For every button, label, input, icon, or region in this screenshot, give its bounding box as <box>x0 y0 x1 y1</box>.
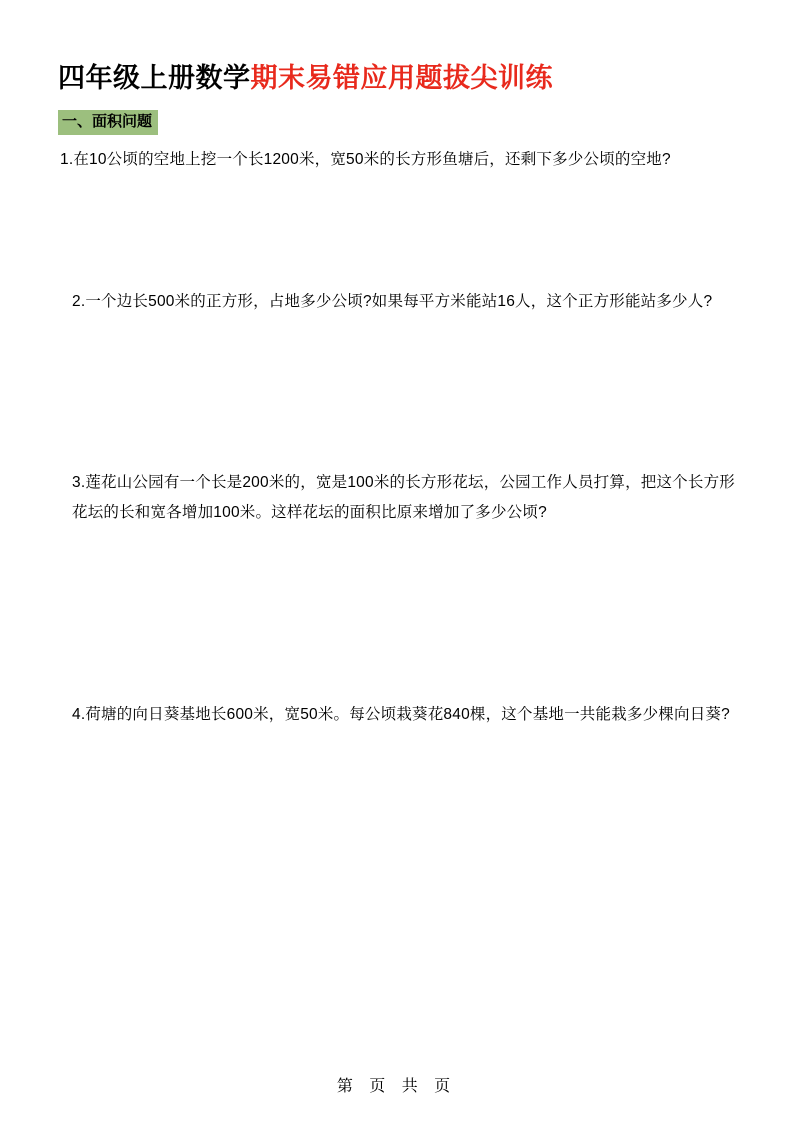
question-3: 3.莲花山公园有一个长是200米的，宽是100米的长方形花坛，公园工作人员打算，把这个长方形花坛的长和宽各增加100米。这样花坛的面积比原来增加了多少公顷? <box>72 473 735 521</box>
question-1: 1.在10公顷的空地上挖一个长1200米，宽50米的长方形鱼塘后，还剩下多少公顷的空地? <box>60 151 671 169</box>
question-2: 2.一个边长500米的正方形，占地多少公顷?如果每平方米能站16人，这个正方形能站多少人? <box>72 293 713 311</box>
section-heading: 一、面积问题 <box>58 110 158 135</box>
page-footer: 第 页 共 页 <box>336 1078 457 1095</box>
page-title <box>58 62 735 94</box>
page-title-red-part: 期末易错应用题拔尖训练 <box>250 63 553 93</box>
page-title-black-part: 四年级上册数学 <box>58 63 251 93</box>
answer-space-1 <box>58 175 735 287</box>
question-4: 4.荷塘的向日葵基地长600米，宽50米。每公顷栽葵花840棵，这个基地一共能栽多少棵向日葵? <box>72 706 730 724</box>
answer-space-2 <box>58 318 735 468</box>
answer-space-3 <box>58 528 735 700</box>
